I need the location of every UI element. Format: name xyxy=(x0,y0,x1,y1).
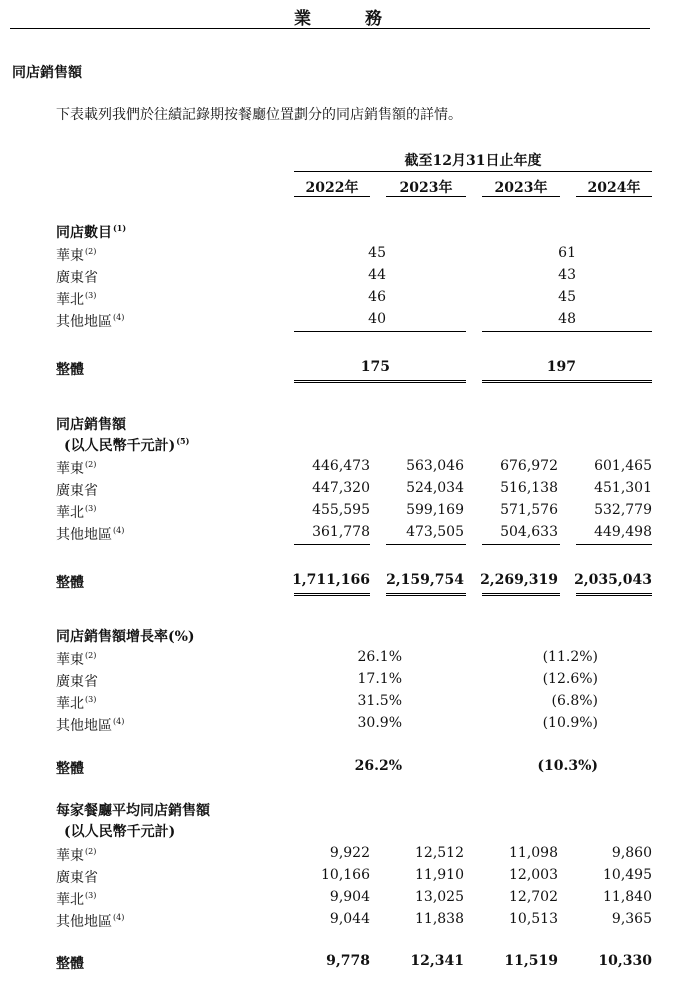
total-cell: 2,159,754 xyxy=(386,572,464,588)
cell: 13,025 xyxy=(415,889,464,905)
row-label: 華東$^{(2)}$ xyxy=(56,460,97,477)
total-cell: 11,519 xyxy=(504,953,558,969)
cell: 361,778 xyxy=(312,524,370,540)
cell: (6.8%) xyxy=(551,693,598,709)
year-rule xyxy=(576,196,652,197)
total-cell: 2,269,319 xyxy=(480,572,558,588)
year-col-4: 2024年 xyxy=(587,180,641,196)
cell: 9,922 xyxy=(329,845,370,861)
year-col-1: 2022年 xyxy=(305,180,359,196)
section-title: 同店銷售額 xyxy=(12,65,82,81)
intro-paragraph: 下表載列我們於往績記錄期按餐廳位置劃分的同店銷售額的詳情。 xyxy=(56,107,462,123)
cell: 45 xyxy=(368,245,386,261)
group1-title: 同店數目$^{(1)}$ xyxy=(56,223,127,241)
year-col-3: 2023年 xyxy=(494,180,548,196)
total-cell: 9,778 xyxy=(326,953,370,969)
total-cell: 175 xyxy=(360,359,390,375)
row-label: 廣東省 xyxy=(56,270,98,286)
row-label: 華北$^{(3)}$ xyxy=(56,504,97,521)
cell: (11.2%) xyxy=(542,649,598,665)
year-rule xyxy=(482,196,560,197)
cell: 26.1% xyxy=(357,649,402,665)
cell: 11,098 xyxy=(509,845,558,861)
cell: 676,972 xyxy=(500,458,558,474)
row-label: 華東$^{(2)}$ xyxy=(56,247,97,264)
cell: 48 xyxy=(558,311,576,327)
subtotal-rule xyxy=(482,544,560,545)
cell: 563,046 xyxy=(406,458,464,474)
cell: 12,003 xyxy=(509,867,558,883)
group4-title: 每家餐廳平均同店銷售額 xyxy=(56,803,210,819)
total-cell: 1,711,166 xyxy=(292,572,370,588)
period-rule xyxy=(294,171,652,172)
cell: 12,512 xyxy=(415,845,464,861)
header-rule xyxy=(10,28,650,29)
cell: 11,838 xyxy=(415,911,464,927)
cell: 44 xyxy=(368,267,386,283)
group2-title: 同店銷售額 xyxy=(56,417,126,433)
total-double-rule xyxy=(386,593,466,596)
cell: 10,495 xyxy=(603,867,652,883)
row-label: 其他地區$^{(4)}$ xyxy=(56,526,125,543)
cell: 524,034 xyxy=(406,480,464,496)
total-double-rule xyxy=(482,380,652,383)
cell: 11,910 xyxy=(415,867,464,883)
total-double-rule xyxy=(576,593,652,596)
total-cell: 26.2% xyxy=(354,758,402,774)
row-label: 華北$^{(3)}$ xyxy=(56,695,97,712)
row-label: 其他地區$^{(4)}$ xyxy=(56,913,125,930)
total-cell: 10,330 xyxy=(598,953,652,969)
row-label: 其他地區$^{(4)}$ xyxy=(56,313,125,330)
total-label: 整體 xyxy=(56,761,84,777)
page-header-title: 業 務 xyxy=(294,9,406,29)
cell: 601,465 xyxy=(594,458,652,474)
period-heading: 截至12月31日止年度 xyxy=(404,153,542,169)
row-label: 華東$^{(2)}$ xyxy=(56,651,97,668)
cell: 10,166 xyxy=(321,867,370,883)
group4-subtitle: (以人民幣千元計) xyxy=(64,824,176,840)
total-double-rule xyxy=(482,593,560,596)
cell: 10,513 xyxy=(509,911,558,927)
cell: (12.6%) xyxy=(542,671,598,687)
cell: 43 xyxy=(558,267,576,283)
group3-title: 同店銷售額增長率(%) xyxy=(56,629,195,645)
group2-subtitle: (以人民幣千元計)$^{(5)}$ xyxy=(64,436,190,454)
total-label: 整體 xyxy=(56,575,84,591)
cell: 516,138 xyxy=(500,480,558,496)
cell: (10.9%) xyxy=(542,715,598,731)
row-label: 其他地區$^{(4)}$ xyxy=(56,717,125,734)
subtotal-rule xyxy=(576,544,652,545)
total-cell: 2,035,043 xyxy=(574,572,652,588)
cell: 446,473 xyxy=(312,458,370,474)
cell: 30.9% xyxy=(357,715,402,731)
row-label: 廣東省 xyxy=(56,674,98,690)
subtotal-rule xyxy=(386,544,466,545)
subtotal-rule xyxy=(482,331,652,332)
cell: 11,840 xyxy=(603,889,652,905)
year-rule xyxy=(386,196,466,197)
row-label: 廣東省 xyxy=(56,870,98,886)
cell: 9,904 xyxy=(329,889,370,905)
row-label: 華北$^{(3)}$ xyxy=(56,891,97,908)
total-label: 整體 xyxy=(56,956,84,972)
cell: 447,320 xyxy=(312,480,370,496)
cell: 449,498 xyxy=(594,524,652,540)
cell: 46 xyxy=(368,289,386,305)
total-cell: (10.3%) xyxy=(537,758,598,774)
cell: 9,044 xyxy=(329,911,370,927)
cell: 17.1% xyxy=(357,671,402,687)
cell: 532,779 xyxy=(594,502,652,518)
subtotal-rule xyxy=(294,544,370,545)
cell: 9,365 xyxy=(611,911,652,927)
cell: 599,169 xyxy=(406,502,464,518)
total-cell: 197 xyxy=(546,359,576,375)
cell: 9,860 xyxy=(611,845,652,861)
total-double-rule xyxy=(294,593,370,596)
subtotal-rule xyxy=(294,331,466,332)
cell: 473,505 xyxy=(406,524,464,540)
total-cell: 12,341 xyxy=(410,953,464,969)
cell: 12,702 xyxy=(509,889,558,905)
cell: 455,595 xyxy=(312,502,370,518)
year-rule xyxy=(294,196,370,197)
cell: 61 xyxy=(558,245,576,261)
cell: 45 xyxy=(558,289,576,305)
total-label: 整體 xyxy=(56,362,84,378)
cell: 40 xyxy=(368,311,386,327)
cell: 451,301 xyxy=(594,480,652,496)
year-col-2: 2023年 xyxy=(399,180,453,196)
cell: 504,633 xyxy=(500,524,558,540)
row-label: 華東$^{(2)}$ xyxy=(56,847,97,864)
row-label: 華北$^{(3)}$ xyxy=(56,291,97,308)
row-label: 廣東省 xyxy=(56,483,98,499)
total-double-rule xyxy=(294,380,466,383)
cell: 571,576 xyxy=(500,502,558,518)
cell: 31.5% xyxy=(357,693,402,709)
